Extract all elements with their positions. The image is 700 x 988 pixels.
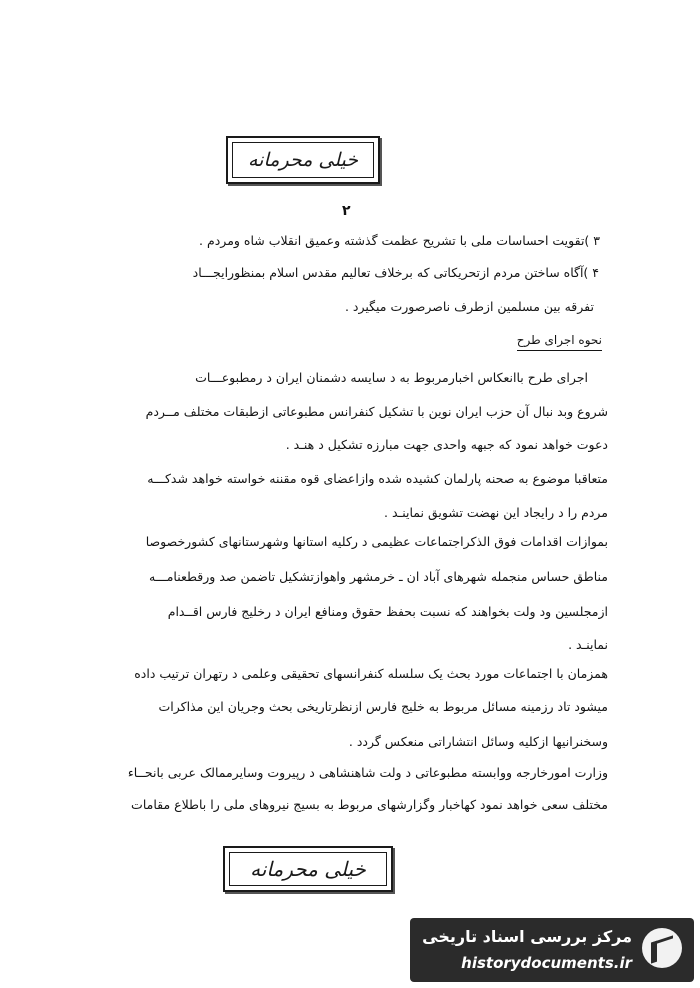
text-line: دعوت خواهد نمود که جبهه واحدی جهت مبارزه تشکیل د هنـد . — [285, 437, 608, 452]
text-line: میشود تاد رزمینه مسائل مربوط به خلیج فارس ازنظرتاریخی بحث وجریان این مذاکرات — [158, 699, 608, 714]
section-heading: نحوه اجرای طرح — [517, 332, 602, 351]
top-secret-stamp-text: خیلی محرمانه — [250, 857, 366, 881]
text-line: ازمجلسین ود ولت بخواهند که نسبت بحفظ حقوق ومنافع ایران د رخلیج فارس اقــدام — [167, 604, 608, 619]
text-line: مختلف سعی خواهد نمود کهاخبار وگزارشهای مربوط به بسیج نیروهای ملی را باطلاع مقامات — [131, 797, 608, 812]
top-secret-stamp-text: خیلی محرمانه — [248, 149, 359, 171]
watermark-url: historydocuments.ir — [461, 954, 632, 972]
text-line: بموازات اقدامات فوق الذکراجتماعات عظیمی د رکلیه استانها وشهرستانهای کشورخصوصا — [145, 534, 608, 549]
archive-logo-icon — [642, 928, 682, 968]
text-line: همزمان با اجتماعات مورد بحث یک سلسله کنفرانسهای تحقیقی وعلمی د رتهران ترتیب داده — [134, 666, 608, 681]
text-line: تفرقه بین مسلمین ازطرف ناصرصورت میگیرد . — [344, 299, 594, 314]
page-number: ۲ — [342, 203, 351, 219]
text-line: نماینـد . — [568, 637, 608, 652]
text-line: وسخنرانیها ازکلیه وسائل انتشاراتی منعکس گردد . — [348, 734, 608, 749]
top-secret-stamp — [226, 136, 380, 184]
text-line: مردم را د رایجاد این نهضت تشویق نماینـد . — [384, 505, 608, 520]
text-line: ۳ )تقویت احساسات ملی با تشریح عظمت گذشته وعمیق انقلاب شاه ومردم . — [199, 233, 600, 248]
text-line: مناطق حساس منجمله شهرهای آباد ان ـ خرمشهر واهوازتشکیل تاضمن صد ورقطعنامـــه — [149, 569, 608, 584]
text-line: وزارت امورخارجه ووابسته مطبوعاتی د ولت شاهنشاهی د رپیروت وسایرممالک عربی بانحــاء — [127, 765, 608, 780]
text-line: ۴ )آگاه ساختن مردم ازتحریکاتی که برخلاف تعالیم مقدس اسلام بمنظورایجـــاد — [192, 265, 599, 280]
text-line: اجرای طرح باانعکاس اخبارمربوط به د سایسه دشمنان ایران د رمطبوعـــات — [195, 370, 588, 385]
text-line: شروع وبد نبال آن حزب ایران نوین با تشکیل کنفرانس مطبوعاتی ازطبقات مختلف مــردم — [145, 404, 608, 419]
text-line: متعاقبا موضوع به صحنه پارلمان کشیده شده وازاعضای قوه مقننه خواسته خواهد شدکـــه — [147, 471, 608, 486]
archive-watermark — [410, 918, 694, 982]
top-secret-stamp — [223, 846, 393, 892]
watermark-title: مرکز بررسی اسناد تاریخی — [422, 927, 632, 946]
